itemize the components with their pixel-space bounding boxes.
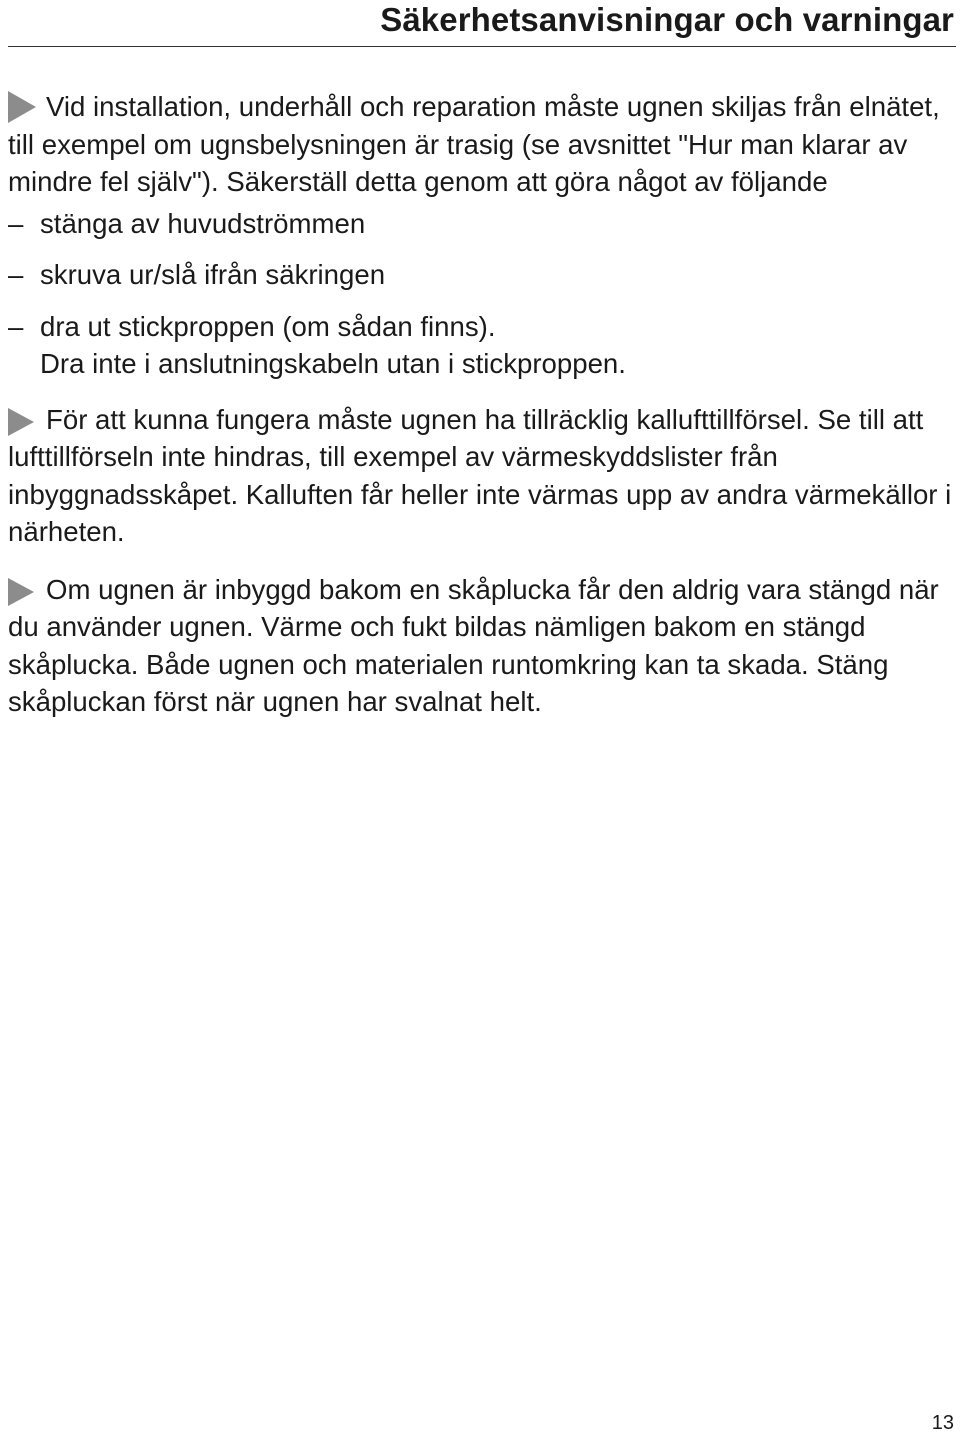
disconnect-options-list [8, 205, 956, 383]
triangle-right-icon [8, 91, 36, 123]
dash-marker: – [8, 207, 24, 239]
list-item [8, 256, 956, 294]
paragraph-text: Om ugnen är inbyggd bakom en skåplucka får den aldrig vara stängd när du använder ugnen. Värme och fukt bildas nämligen bakom en stängd skåplucka. Både ugnen och materialen runtomkring kan ta skada. Stäng skåpluckan först när ugnen har svalnat helt. [8, 573, 939, 717]
triangle-right-icon [8, 408, 34, 436]
paragraph-text: För att kunna fungera måste ugnen ha tillräcklig kallufttillförsel. Se till att lufttillförseln inte hindras, till exempel av värmeskyddslister från inbyggnadsskåpet. Kalluften får heller inte värmas upp av andra värmekällor i närheten. [8, 403, 952, 547]
list-item-text: skruva ur/slå ifrån säkringen [40, 259, 386, 290]
document-body [8, 88, 956, 721]
list-item-text: dra ut stickproppen (om sådan finns). [40, 310, 496, 342]
list-item [8, 205, 956, 243]
list-item-subtext: Dra inte i anslutningskabeln utan i stickproppen. [40, 348, 626, 379]
dash-marker: – [8, 310, 24, 342]
list-item [8, 308, 956, 383]
paragraph-text: Vid installation, underhåll och reparation måste ugnen skiljas från elnätet, till exempel om ugnsbelysningen är trasig (se avsnittet "Hur man klarar av mindre fel själv"). Säkerställ detta genom att göra något av följande [8, 91, 940, 197]
triangle-right-icon [8, 578, 34, 606]
list-item-text: stänga av huvudströmmen [40, 207, 366, 239]
page-number: 13 [931, 1412, 954, 1434]
warning-paragraph-cabinet-door [8, 571, 956, 721]
warning-paragraph-installation [8, 88, 956, 201]
header-divider [8, 46, 956, 47]
page-title: Säkerhetsanvisningar och varningar [380, 1, 954, 38]
dash-marker: – [8, 259, 24, 290]
warning-paragraph-ventilation [8, 401, 956, 551]
